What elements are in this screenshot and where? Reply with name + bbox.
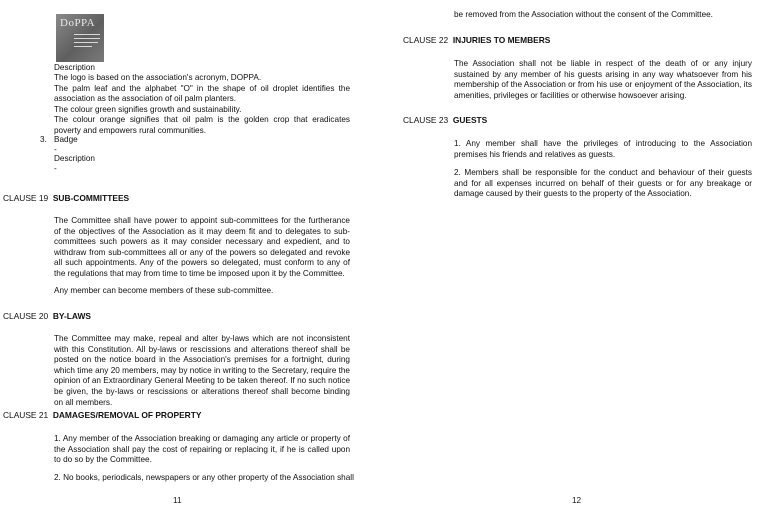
clause-19-heading: [3, 193, 129, 204]
logo-text: DoPPA: [60, 17, 96, 29]
clause-22-number: CLAUSE 22: [403, 35, 449, 45]
clause-19-title: SUB-COMMITTEES: [52, 193, 130, 203]
clause-22-paragraph: The Association shall not be liable in respect of the death of or any injury sustained by any member of his guests arising in any way whatsoever from his membership of the Association or from his use or enjoyment of the Association, its amenities, privileges or facilities or otherwise howsoever arising.: [454, 59, 752, 100]
doppa-logo-image: [56, 14, 104, 62]
logo-caption-line: [74, 42, 98, 43]
page-number: 11: [173, 496, 182, 505]
clause-23-title: GUESTS: [452, 115, 488, 125]
badge-description-dash: -: [54, 164, 57, 173]
logo-description-line: The colour green signifies growth and sustainability.: [54, 104, 242, 114]
logo-description-line: The palm leaf and the alphabet "O" in the shape of oil droplet identifies the association as the association of oil palm planters.: [54, 83, 350, 104]
clause-19-paragraph: Any member can become members of these sub-committee.: [54, 286, 274, 295]
page-number: 12: [572, 496, 582, 505]
clause-23-heading: [403, 115, 487, 126]
continued-text: be removed from the Association without the consent of the Committee.: [454, 10, 713, 19]
logo-caption-line: [74, 34, 100, 35]
clause-20-number: CLAUSE 20: [3, 311, 49, 321]
clause-20-title: BY-LAWS: [52, 311, 91, 321]
clause-21-number: CLAUSE 21: [3, 410, 49, 420]
logo-caption-line: [74, 38, 100, 39]
badge-number: 3.: [40, 135, 47, 144]
logo-caption-line: [74, 46, 92, 47]
clause-23-paragraph: 2. Members shall be responsible for the conduct and behaviour of their guests and for all expenses incurred on behalf of their guests or for any breakage or damage caused by their guests to the property of the Association.: [454, 168, 752, 199]
clause-23-paragraph: 1. Any member shall have the privileges of introducing to the Association premises his friends and relatives as guests.: [454, 139, 752, 159]
clause-21-paragraph: 2. No books, periodicals, newspapers or any other property of the Association shall: [54, 473, 354, 482]
badge-dash: -: [54, 145, 57, 154]
clause-21-heading: [3, 410, 201, 421]
clause-20-paragraph: The Committee may make, repeal and alter by-laws which are not inconsistent with this Constitution. All by-laws or rescissions and alterations thereof shall be posted on the notice board in the Association's premises for a fortnight, during which time any 20 members, may by notice in writing to the Secretary, require the opinion of an Extraordinary General Meeting to be taken thereof. If no such notice be given, the by-laws or rescissions or alterations thereof shall become binding on all members.: [54, 334, 350, 407]
clause-22-heading: [403, 35, 550, 46]
clause-21-paragraph: 1. Any member of the Association breaking or damaging any article or property of the Association shall pay the cost of repairing or replacing it, if he is called upon to do so by the Committee.: [54, 434, 350, 465]
clause-23-number: CLAUSE 23: [403, 115, 449, 125]
clause-21-title: DAMAGES/REMOVAL OF PROPERTY: [52, 410, 202, 420]
page-12: [384, 0, 768, 509]
clause-19-paragraph: The Committee shall have power to appoint sub-committees for the furtherance of the objectives of the Association as it may deem fit and to delegates to sub-committees such powers as it may consider necessary and expedient, and to withdraw from sub-committees all or any of the powers so delegated and revoke all such appointments. Any of the powers so delegated, must conform to any of the regulations that may from time to time be imposed upon it by the Committee.: [54, 216, 350, 278]
logo-description-heading: Description: [54, 63, 95, 72]
clause-22-title: INJURIES TO MEMBERS: [452, 35, 551, 45]
clause-19-number: CLAUSE 19: [3, 193, 49, 203]
badge-heading: Badge: [54, 135, 78, 144]
logo-description-line: The colour orange signifies that oil palm is the golden crop that eradicates poverty and empowers rural communities.: [54, 115, 350, 135]
badge-description-heading: Description: [54, 154, 95, 163]
logo-description-line: The logo is based on the association's acronym, DOPPA.: [54, 73, 262, 82]
clause-20-heading: [3, 311, 91, 322]
